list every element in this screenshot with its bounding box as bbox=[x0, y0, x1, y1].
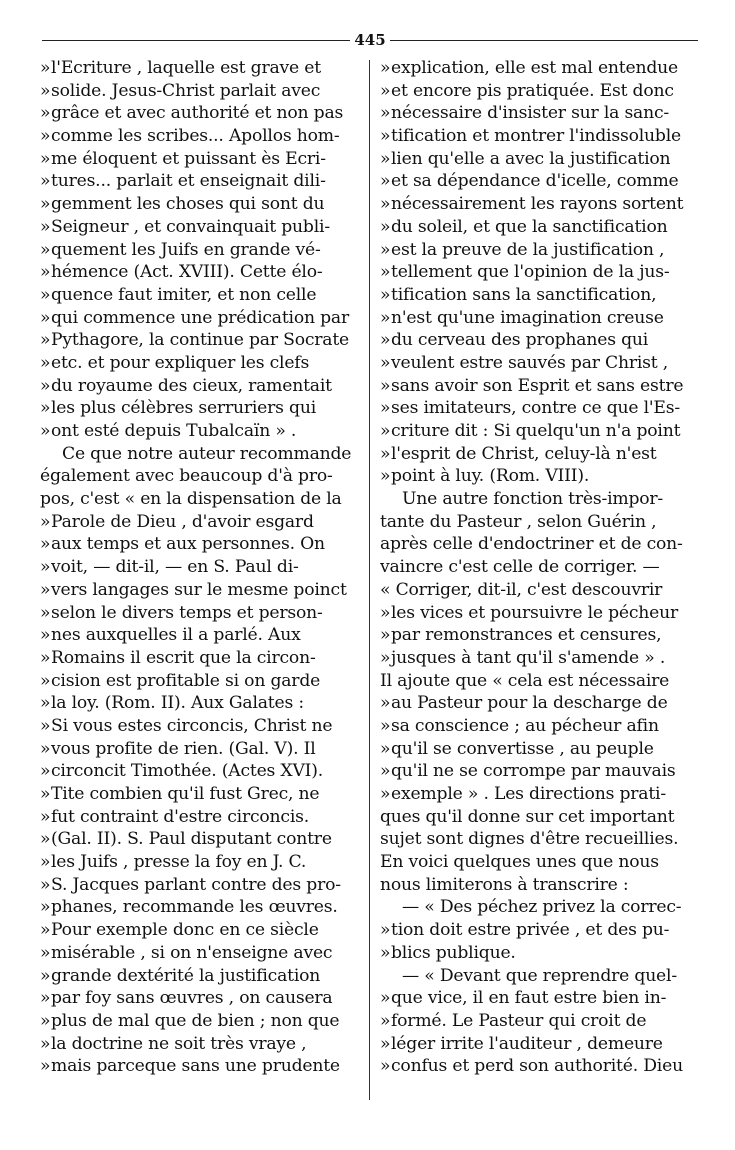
column-divider bbox=[369, 60, 370, 1100]
quote-guillemet: » bbox=[40, 602, 51, 623]
text-line bbox=[40, 602, 365, 625]
line-text: vous profite de rien. (Gal. V). Il bbox=[51, 738, 316, 759]
line-text: quement les Juifs en grande vé- bbox=[51, 239, 321, 260]
line-text: après celle d'endoctriner et de con- bbox=[380, 534, 683, 555]
quote-guillemet: » bbox=[40, 625, 51, 646]
text-line bbox=[40, 1055, 365, 1078]
line-text: Pour exemple donc en ce siècle bbox=[51, 920, 319, 941]
line-text: ses imitateurs, contre ce que l'Es- bbox=[391, 398, 680, 419]
text-line bbox=[40, 307, 365, 330]
quote-guillemet: » bbox=[380, 171, 391, 192]
text-line bbox=[380, 397, 705, 420]
text-line bbox=[380, 556, 705, 579]
text-line bbox=[40, 806, 365, 829]
text-line bbox=[40, 874, 365, 897]
text-line bbox=[40, 102, 365, 125]
quote-guillemet: » bbox=[380, 443, 391, 464]
line-text: qu'il se convertisse , au peuple bbox=[391, 738, 654, 759]
text-line bbox=[380, 942, 705, 965]
quote-guillemet: » bbox=[40, 784, 51, 804]
quote-guillemet: » bbox=[380, 375, 391, 396]
line-text: nous limiterons à transcrire : bbox=[380, 874, 629, 895]
quote-guillemet: » bbox=[40, 352, 51, 373]
text-line bbox=[40, 647, 365, 670]
line-text: Parole de Dieu , d'avoir esgard bbox=[51, 511, 314, 532]
quote-guillemet: » bbox=[380, 330, 391, 351]
text-line bbox=[40, 420, 365, 443]
line-text: grâce et avec authorité et non pas bbox=[51, 103, 344, 124]
text-line bbox=[40, 261, 365, 284]
quote-guillemet: » bbox=[380, 103, 391, 124]
text-line bbox=[40, 443, 365, 466]
text-line bbox=[40, 329, 365, 352]
text-line bbox=[40, 828, 365, 851]
text-line bbox=[40, 125, 365, 148]
line-text: l'esprit de Christ, celuy-là n'est bbox=[391, 443, 657, 464]
line-text: confus et perd son authorité. Dieu bbox=[391, 1056, 683, 1077]
line-text: tellement que l'opinion de la jus- bbox=[391, 262, 670, 283]
text-line bbox=[380, 670, 705, 693]
line-text: explication, elle est mal entendue bbox=[391, 58, 678, 78]
text-line bbox=[40, 465, 365, 488]
text-line bbox=[40, 556, 365, 579]
text-line bbox=[40, 533, 365, 556]
quote-guillemet: » bbox=[40, 829, 51, 850]
quote-guillemet: » bbox=[40, 171, 51, 192]
line-text: quence faut imiter, et non celle bbox=[51, 284, 317, 305]
line-text: blics publique. bbox=[391, 942, 516, 963]
line-text: exemple » . Les directions prati- bbox=[391, 784, 666, 804]
quote-guillemet: » bbox=[40, 103, 51, 124]
text-line bbox=[380, 193, 705, 216]
quote-guillemet: » bbox=[40, 942, 51, 963]
quote-guillemet: » bbox=[40, 852, 51, 873]
line-text: me éloquent et puissant ès Ecri- bbox=[51, 148, 326, 169]
text-line bbox=[40, 783, 365, 806]
line-text: par remonstrances et censures, bbox=[391, 625, 662, 646]
line-text: hémence (Act. XVIII). Cette élo- bbox=[51, 262, 323, 283]
line-text: Tite combien qu'il fust Grec, ne bbox=[51, 784, 320, 804]
line-text: l'Ecriture , laquelle est grave et bbox=[51, 58, 321, 78]
quote-guillemet: » bbox=[380, 284, 391, 305]
text-line bbox=[380, 874, 705, 897]
text-line bbox=[40, 579, 365, 602]
text-line bbox=[40, 352, 365, 375]
line-text: tante du Pasteur , selon Guérin , bbox=[380, 511, 657, 532]
line-text: au Pasteur pour la descharge de bbox=[391, 693, 668, 714]
quote-guillemet: » bbox=[40, 874, 51, 895]
quote-guillemet: » bbox=[380, 693, 391, 714]
line-text: veulent estre sauvés par Christ , bbox=[391, 352, 669, 373]
text-line bbox=[380, 465, 705, 488]
text-line bbox=[40, 987, 365, 1010]
line-text: — « Devant que reprendre quel- bbox=[402, 965, 677, 986]
line-text: « Corriger, dit-il, c'est descouvrir bbox=[380, 579, 663, 600]
line-text: circoncit Timothée. (Actes XVI). bbox=[51, 761, 324, 782]
line-text: ques qu'il donne sur cet important bbox=[380, 806, 675, 827]
text-line bbox=[380, 579, 705, 602]
text-line bbox=[40, 488, 365, 511]
text-line bbox=[380, 1033, 705, 1056]
quote-guillemet: » bbox=[40, 715, 51, 736]
line-text: misérable , si on n'enseigne avec bbox=[51, 942, 333, 963]
quote-guillemet: » bbox=[40, 965, 51, 986]
text-line bbox=[40, 1033, 365, 1056]
quote-guillemet: » bbox=[40, 1033, 51, 1054]
text-line bbox=[380, 896, 705, 919]
line-text: mais parceque sans une prudente bbox=[51, 1056, 340, 1077]
text-line bbox=[40, 375, 365, 398]
quote-guillemet: » bbox=[40, 806, 51, 827]
text-line bbox=[40, 692, 365, 715]
text-line bbox=[380, 148, 705, 171]
line-text: formé. Le Pasteur qui croit de bbox=[391, 1010, 647, 1031]
line-text: Si vous estes circoncis, Christ ne bbox=[51, 715, 333, 736]
line-text: les plus célèbres serruriers qui bbox=[51, 398, 316, 419]
text-line bbox=[380, 602, 705, 625]
text-line bbox=[40, 738, 365, 761]
quote-guillemet: » bbox=[380, 602, 391, 623]
text-line bbox=[40, 670, 365, 693]
quote-guillemet: » bbox=[380, 466, 391, 487]
text-line bbox=[40, 965, 365, 988]
text-line bbox=[40, 216, 365, 239]
text-line bbox=[40, 851, 365, 874]
line-text: jusques à tant qu'il s'amende » . bbox=[391, 647, 666, 668]
line-text: la loy. (Rom. II). Aux Galates : bbox=[51, 693, 304, 714]
quote-guillemet: » bbox=[380, 148, 391, 169]
quote-guillemet: » bbox=[40, 421, 51, 441]
line-text: phanes, recommande les œuvres. bbox=[51, 897, 338, 918]
quote-guillemet: » bbox=[380, 398, 391, 419]
line-text: Une autre fonction très-impor- bbox=[402, 489, 664, 510]
line-text: etc. et pour expliquer les clefs bbox=[51, 352, 310, 373]
quote-guillemet: » bbox=[380, 942, 391, 963]
text-line bbox=[380, 715, 705, 738]
text-line bbox=[380, 806, 705, 829]
quote-guillemet: » bbox=[380, 421, 391, 441]
text-line bbox=[40, 170, 365, 193]
text-line bbox=[380, 284, 705, 307]
quote-guillemet: » bbox=[40, 126, 51, 147]
text-line bbox=[380, 828, 705, 851]
text-line bbox=[380, 80, 705, 103]
quote-guillemet: » bbox=[40, 284, 51, 305]
quote-guillemet: » bbox=[40, 262, 51, 283]
text-line bbox=[380, 102, 705, 125]
text-line bbox=[380, 533, 705, 556]
text-line bbox=[40, 919, 365, 942]
line-text: vaincre c'est celle de corriger. — bbox=[380, 557, 660, 578]
quote-guillemet: » bbox=[380, 307, 391, 328]
line-text: lien qu'elle a avec la justification bbox=[391, 148, 671, 169]
line-text: fut contraint d'estre circoncis. bbox=[51, 806, 310, 827]
text-line bbox=[380, 647, 705, 670]
line-text: et sa dépendance d'icelle, comme bbox=[391, 171, 679, 192]
quote-guillemet: » bbox=[380, 1033, 391, 1054]
line-text: ont esté depuis Tubalcaïn » . bbox=[51, 421, 297, 441]
line-text: criture dit : Si quelqu'un n'a point bbox=[391, 421, 681, 441]
text-line bbox=[380, 1055, 705, 1078]
quote-guillemet: » bbox=[380, 715, 391, 736]
quote-guillemet: » bbox=[40, 579, 51, 600]
text-line bbox=[380, 329, 705, 352]
quote-guillemet: » bbox=[40, 761, 51, 782]
line-text: Il ajoute que « cela est nécessaire bbox=[380, 670, 670, 691]
text-line bbox=[40, 1010, 365, 1033]
text-line bbox=[380, 125, 705, 148]
text-line bbox=[380, 443, 705, 466]
line-text: du soleil, et que la sanctification bbox=[391, 216, 668, 237]
text-line bbox=[40, 148, 365, 171]
text-line bbox=[40, 284, 365, 307]
quote-guillemet: » bbox=[40, 693, 51, 714]
quote-guillemet: » bbox=[40, 511, 51, 532]
text-line bbox=[380, 1010, 705, 1033]
text-line bbox=[380, 965, 705, 988]
line-text: Pythagore, la continue par Socrate bbox=[51, 330, 350, 351]
quote-guillemet: » bbox=[380, 194, 391, 215]
quote-guillemet: » bbox=[380, 920, 391, 941]
text-line bbox=[380, 692, 705, 715]
line-text: tures... parlait et enseignait dili- bbox=[51, 171, 326, 192]
quote-guillemet: » bbox=[40, 58, 51, 78]
quote-guillemet: » bbox=[40, 988, 51, 1009]
line-text: qui commence une prédication par bbox=[51, 307, 349, 328]
text-line bbox=[380, 352, 705, 375]
line-text: sans avoir son Esprit et sans estre bbox=[391, 375, 684, 396]
quote-guillemet: » bbox=[380, 625, 391, 646]
text-line bbox=[40, 715, 365, 738]
text-line bbox=[40, 760, 365, 783]
page-header bbox=[42, 30, 698, 50]
line-text: Romains il escrit que la circon- bbox=[51, 647, 316, 668]
text-line bbox=[40, 511, 365, 534]
text-line bbox=[380, 488, 705, 511]
line-text: grande dextérité la justification bbox=[51, 965, 321, 986]
line-text: plus de mal que de bien ; non que bbox=[51, 1010, 340, 1031]
quote-guillemet: » bbox=[40, 534, 51, 555]
line-text: tification sans la sanctification, bbox=[391, 284, 657, 305]
line-text: aux temps et aux personnes. On bbox=[51, 534, 325, 555]
text-line bbox=[40, 942, 365, 965]
text-line bbox=[380, 307, 705, 330]
line-text: gemment les choses qui sont du bbox=[51, 194, 325, 215]
line-text: nécessaire d'insister sur la sanc- bbox=[391, 103, 670, 124]
line-text: En voici quelques unes que nous bbox=[380, 852, 659, 873]
line-text: vers langages sur le mesme poinct bbox=[51, 579, 347, 600]
text-line bbox=[380, 624, 705, 647]
line-text: cision est profitable si on garde bbox=[51, 670, 321, 691]
text-line bbox=[40, 896, 365, 919]
line-text: selon le divers temps et person- bbox=[51, 602, 323, 623]
line-text: n'est qu'une imagination creuse bbox=[391, 307, 664, 328]
quote-guillemet: » bbox=[40, 148, 51, 169]
quote-guillemet: » bbox=[380, 1056, 391, 1077]
line-text: S. Jacques parlant contre des pro- bbox=[51, 874, 341, 895]
text-line bbox=[380, 57, 705, 80]
header-rule-right bbox=[390, 40, 698, 41]
quote-guillemet: » bbox=[40, 375, 51, 396]
line-text: du cerveau des prophanes qui bbox=[391, 330, 649, 351]
quote-guillemet: » bbox=[380, 761, 391, 782]
quote-guillemet: » bbox=[380, 352, 391, 373]
line-text: sa conscience ; au pécheur afin bbox=[391, 715, 659, 736]
quote-guillemet: » bbox=[40, 897, 51, 918]
header-rule-left bbox=[42, 40, 350, 41]
left-column bbox=[40, 57, 365, 1078]
quote-guillemet: » bbox=[40, 1056, 51, 1077]
quote-guillemet: » bbox=[380, 738, 391, 759]
text-line bbox=[380, 919, 705, 942]
quote-guillemet: » bbox=[40, 647, 51, 668]
text-line bbox=[40, 193, 365, 216]
text-line bbox=[380, 261, 705, 284]
quote-guillemet: » bbox=[380, 988, 391, 1009]
text-line bbox=[380, 170, 705, 193]
line-text: pos, c'est « en la dispensation de la bbox=[40, 489, 342, 510]
quote-guillemet: » bbox=[380, 216, 391, 237]
line-text: — « Des péchez privez la correc- bbox=[402, 897, 682, 918]
line-text: voit, — dit-il, — en S. Paul di- bbox=[51, 557, 299, 578]
line-text: qu'il ne se corrompe par mauvais bbox=[391, 761, 676, 782]
line-text: les Juifs , presse la foy en J. C. bbox=[51, 852, 307, 873]
text-line bbox=[380, 987, 705, 1010]
quote-guillemet: » bbox=[380, 58, 391, 78]
line-text: comme les scribes... Apollos hom- bbox=[51, 126, 340, 147]
text-line bbox=[40, 239, 365, 262]
line-text: par foy sans œuvres , on causera bbox=[51, 988, 333, 1009]
line-text: léger irrite l'auditeur , demeure bbox=[391, 1033, 663, 1054]
quote-guillemet: » bbox=[380, 239, 391, 260]
quote-guillemet: » bbox=[380, 784, 391, 804]
quote-guillemet: » bbox=[380, 1010, 391, 1031]
line-text: nécessairement les rayons sortent bbox=[391, 194, 684, 215]
line-text: point à luy. (Rom. VIII). bbox=[391, 466, 590, 487]
quote-guillemet: » bbox=[40, 670, 51, 691]
quote-guillemet: » bbox=[40, 307, 51, 328]
quote-guillemet: » bbox=[380, 262, 391, 283]
line-text: solide. Jesus-Christ parlait avec bbox=[51, 80, 321, 101]
quote-guillemet: » bbox=[380, 647, 391, 668]
line-text: est la preuve de la justification , bbox=[391, 239, 665, 260]
quote-guillemet: » bbox=[380, 80, 391, 101]
line-text: Ce que notre auteur recommande bbox=[62, 443, 352, 464]
text-line bbox=[380, 738, 705, 761]
line-text: la doctrine ne soit très vraye , bbox=[51, 1033, 307, 1054]
quote-guillemet: » bbox=[40, 557, 51, 578]
line-text: tion doit estre privée , et des pu- bbox=[391, 920, 670, 941]
text-line bbox=[40, 397, 365, 420]
text-line bbox=[380, 239, 705, 262]
line-text: nes auxquelles il a parlé. Aux bbox=[51, 625, 301, 646]
text-line bbox=[380, 216, 705, 239]
quote-guillemet: » bbox=[40, 216, 51, 237]
line-text: et encore pis pratiquée. Est donc bbox=[391, 80, 674, 101]
line-text: que vice, il en faut estre bien in- bbox=[391, 988, 667, 1009]
text-line bbox=[380, 511, 705, 534]
line-text: les vices et poursuivre le pécheur bbox=[391, 602, 679, 623]
text-line bbox=[40, 80, 365, 103]
text-line bbox=[380, 851, 705, 874]
page-number: 445 bbox=[354, 31, 386, 49]
line-text: Seigneur , et convainquait publi- bbox=[51, 216, 330, 237]
line-text: également avec beaucoup d'à pro- bbox=[40, 466, 333, 487]
quote-guillemet: » bbox=[40, 239, 51, 260]
text-line bbox=[380, 760, 705, 783]
quote-guillemet: » bbox=[40, 194, 51, 215]
text-line bbox=[380, 375, 705, 398]
quote-guillemet: » bbox=[40, 920, 51, 941]
quote-guillemet: » bbox=[40, 1010, 51, 1031]
line-text: sujet sont dignes d'être recueillies. bbox=[380, 829, 679, 850]
text-line bbox=[380, 420, 705, 443]
quote-guillemet: » bbox=[380, 126, 391, 147]
quote-guillemet: » bbox=[40, 738, 51, 759]
quote-guillemet: » bbox=[40, 80, 51, 101]
line-text: (Gal. II). S. Paul disputant contre bbox=[51, 829, 332, 850]
text-line bbox=[40, 624, 365, 647]
line-text: tification et montrer l'indissoluble bbox=[391, 126, 681, 147]
text-line bbox=[380, 783, 705, 806]
quote-guillemet: » bbox=[40, 398, 51, 419]
right-column bbox=[380, 57, 705, 1078]
line-text: du royaume des cieux, ramentait bbox=[51, 375, 332, 396]
text-line bbox=[40, 57, 365, 80]
quote-guillemet: » bbox=[40, 330, 51, 351]
